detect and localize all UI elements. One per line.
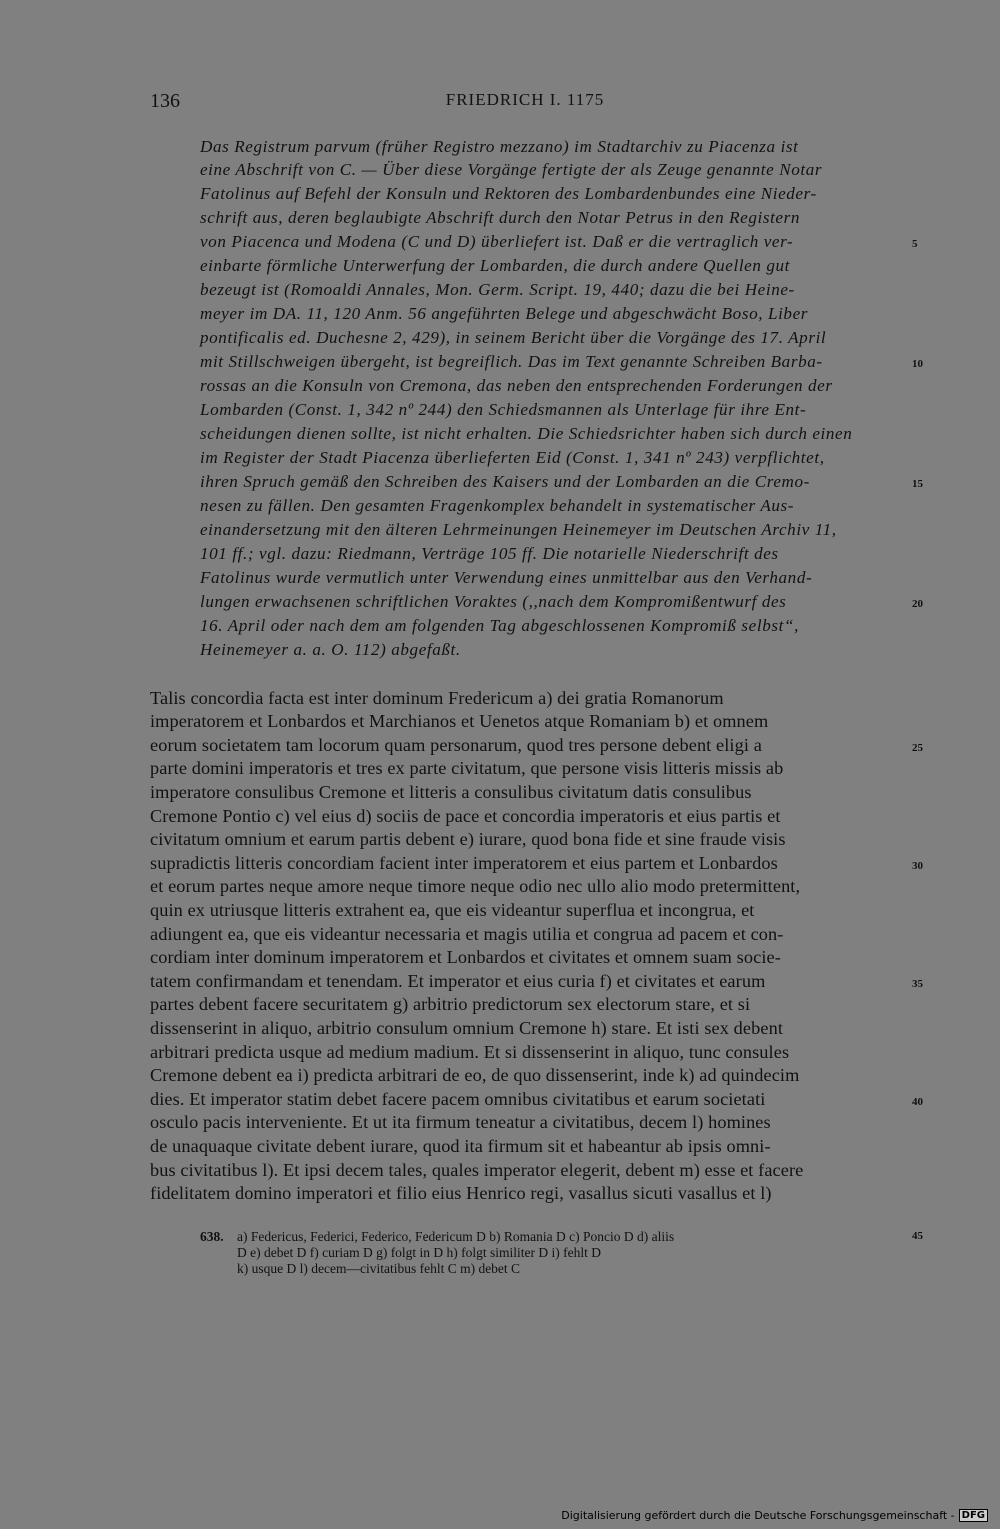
intro-line: Das Registrum parvum (früher Registro mezzano) im Stadtarchiv zu Piacenza ist	[200, 137, 799, 156]
intro-line: bezeugt ist (Romoaldi Annales, Mon. Germ. Script. 19, 440; dazu die bei Heine-	[200, 280, 795, 299]
text-line: fidelitatem domino imperatori et filio eius Henrico regi, vasallus sicuti vasallus et l)	[150, 1183, 772, 1203]
intro-line: lungen erwachsenen schriftlichen Voraktes (,,nach dem Kompromißentwurf des	[200, 592, 787, 611]
credit-text: Digitalisierung gefördert durch die Deutsche Forschungsgemeinschaft -	[561, 1509, 955, 1522]
text-line: Talis concordia facta est inter dominum Fredericum a) dei gratia Romanorum	[150, 688, 724, 708]
text-line: parte domini imperatoris et tres ex parte civitatum, que persone visis litteris missis ab	[150, 758, 784, 778]
text-line: Cremone Pontio c) vel eius d) sociis de pace et concordia imperatoris et eius partis et	[150, 806, 781, 826]
digitization-credit	[561, 1509, 988, 1522]
intro-line: nesen zu fällen. Den gesamten Fragenkomplex behandelt in systematischer Aus-	[200, 496, 795, 515]
text-line: et eorum partes neque amore neque timore neque odio nec ullo alio modo pretermittent,	[150, 876, 801, 896]
text-line: dies. Et imperator statim debet facere pacem omnibus civitatibus et earum societati	[150, 1089, 766, 1109]
text-line: supradictis litteris concordiam facient inter imperatorem et eius partem et Lonbardos	[150, 853, 778, 873]
intro-line: scheidungen dienen sollte, ist nicht erhalten. Die Schiedsrichter haben sich durch einen	[200, 424, 853, 443]
line-number: 20	[912, 598, 923, 610]
line-number: 45	[912, 1230, 923, 1242]
text-line: quin ex utriusque litteris extrahent ea, que eis videantur superflua et incongrua, et	[150, 900, 755, 920]
intro-line: Fatolinus wurde vermutlich unter Verwendung eines unmittelbar aus den Verhand-	[200, 568, 813, 587]
dfg-logo: DFG	[959, 1509, 988, 1522]
text-line: tatem confirmandam et tenendam. Et imperator et eius curia f) et civitates et earum	[150, 971, 766, 991]
text-line: dissenserint in aliquo, arbitrio consulum omnium Cremone h) stare. Et isti sex debent	[150, 1018, 783, 1038]
line-number: 40	[912, 1096, 923, 1108]
text-line: adiungent ea, que eis videantur necessaria et magis utilia et congrua ad pacem et con-	[150, 924, 784, 944]
intro-line: im Register der Stadt Piacenza überlieferten Eid (Const. 1, 341 nº 243) verpflichtet,	[200, 448, 825, 467]
text-line: eorum societatem tam locorum quam personarum, quod tres persone debent eligi a	[150, 735, 762, 755]
line-number: 30	[912, 860, 923, 872]
intro-line: meyer im DA. 11, 120 Anm. 56 angeführten Belege und abgeschwächt Boso, Liber	[200, 304, 809, 323]
line-number: 5	[912, 238, 918, 250]
intro-line: eine Abschrift von C. — Über diese Vorgänge fertigte der als Zeuge genannte Notar	[200, 160, 823, 179]
page-number: 136	[150, 90, 180, 112]
line-number: 15	[912, 478, 923, 490]
text-line: partes debent facere securitatem g) arbitrio predictorum sex electorum stare, et si	[150, 994, 751, 1014]
text-line: osculo pacis interveniente. Et ut ita firmum teneatur a civitatibus, decem l) homines	[150, 1112, 771, 1132]
line-number: 10	[912, 358, 923, 370]
intro-line: einandersetzung mit den älteren Lehrmeinungen Heinemeyer im Deutschen Archiv 11,	[200, 520, 837, 539]
text-line: imperatore consulibus Cremone et litteris a consulibus civitatum datis consulibus	[150, 782, 752, 802]
intro-line: einbarte förmliche Unterwerfung der Lombarden, die durch andere Quellen gut	[200, 256, 791, 275]
intro-line: rossas an die Konsuln von Cremona, das neben den entsprechenden Forderungen der	[200, 376, 833, 395]
intro-line: schrift aus, deren beglaubigte Abschrift durch den Notar Petrus in den Registern	[200, 208, 801, 227]
line-number: 35	[912, 978, 923, 990]
text-line: bus civitatibus l). Et ipsi decem tales, quales imperator elegerit, debent m) esse et facere	[150, 1160, 804, 1180]
intro-line: von Piacenca und Modena (C und D) überliefert ist. Daß er die vertraglich ver-	[200, 232, 794, 251]
document-number: 638.	[200, 1229, 224, 1244]
footnote-line: a) Federicus, Federici, Federico, Federicum D b) Romania D c) Poncio D d) aliis	[237, 1229, 675, 1244]
running-title: FRIEDRICH I. 1175	[445, 90, 605, 109]
line-number: 25	[912, 742, 923, 754]
intro-line: 101 ff.; vgl. dazu: Riedmann, Verträge 105 ff. Die notarielle Niederschrift des	[200, 544, 779, 563]
text-line: civitatum omnium et earum partis debent e) iurare, quod bona fide et sine fraude visis	[150, 829, 786, 849]
intro-line: Lombarden (Const. 1, 342 nº 244) den Schiedsmannen als Unterlage für ihre Ent-	[200, 400, 807, 419]
page-header	[150, 90, 900, 114]
footnote-line: k) usque D l) decem—civitatibus fehlt C m) debet C	[237, 1261, 521, 1276]
intro-line: Heinemeyer a. a. O. 112) abgefaßt.	[200, 640, 461, 659]
text-line: cordiam inter dominum imperatorem et Lonbardos et civitates et omnem suam socie-	[150, 947, 781, 967]
intro-line: ihren Spruch gemäß den Schreiben des Kaisers und der Lombarden an die Cremo-	[200, 472, 810, 491]
text-line: de unaquaque civitate debent iurare, quod ita firmum sit et habeantur ab ipsis omni-	[150, 1136, 771, 1156]
text-line: imperatorem et Lonbardos et Marchianos et Uenetos atque Romaniam b) et omnem	[150, 711, 769, 731]
intro-line: Fatolinus auf Befehl der Konsuln und Rektoren des Lombardenbundes eine Nieder-	[200, 184, 817, 203]
text-line: arbitrari predicta usque ad medium madium. Et si dissenserint in aliquo, tunc consules	[150, 1042, 790, 1062]
intro-line: pontificalis ed. Duchesne 2, 429), in seinem Bericht über die Vorgänge des 17. April	[200, 328, 827, 347]
text-line: Cremone debent ea i) predicta arbitrari de eo, de quo dissenserint, inde k) ad quindecim	[150, 1065, 800, 1085]
intro-line: 16. April oder nach dem am folgenden Tag abgeschlossenen Kompromiß selbst“,	[200, 616, 799, 635]
intro-line: mit Stillschweigen übergeht, ist begreiflich. Das im Text genannte Schreiben Barba-	[200, 352, 823, 371]
footnote-line: D e) debet D f) curiam D g) folgt in D h) folgt similiter D i) fehlt D	[237, 1245, 602, 1260]
